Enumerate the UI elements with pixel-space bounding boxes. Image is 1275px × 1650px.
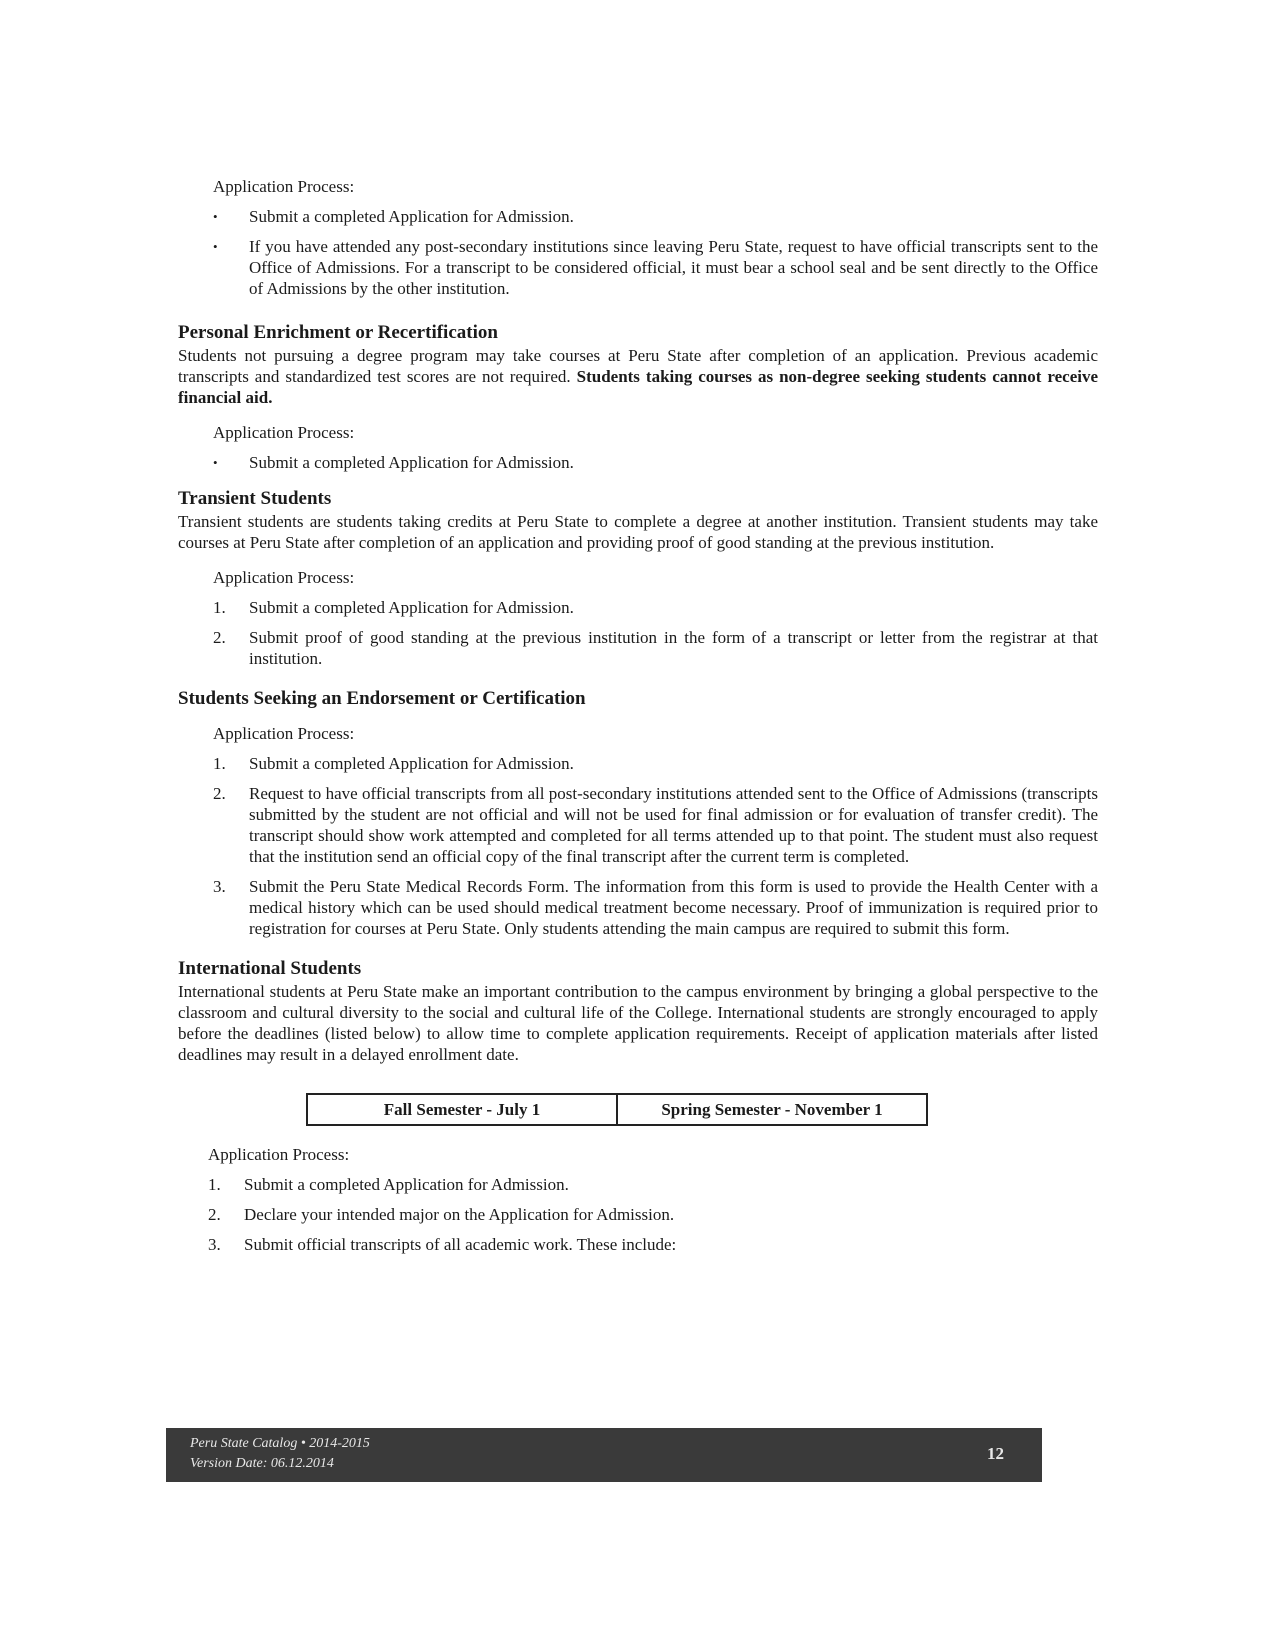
application-steps-list: [213, 753, 1098, 939]
international-students-section: [178, 957, 1098, 1255]
application-process-label: Application Process:: [213, 568, 355, 587]
version-date: Version Date: 06.12.2014: [190, 1456, 334, 1471]
list-item: [213, 876, 1098, 939]
application-steps-list: [213, 452, 1098, 473]
paragraph-text: Students not pursuing a degree program may take courses at Peru State after completion of an application. Previous academic transcripts and standardized test scores are not required.: [178, 346, 1098, 386]
item-number: 1.: [213, 598, 226, 617]
page-content: [178, 176, 1098, 1264]
application-process-label: Application Process:: [213, 724, 355, 743]
item-text: Submit proof of good standing at the previous institution in the form of a transcript or letter from the registrar at that institution.: [249, 628, 1098, 668]
item-number: 2.: [213, 784, 226, 803]
application-process-block: [213, 176, 1098, 299]
endorsement-section: [178, 687, 1098, 939]
personal-enrichment-section: [178, 321, 1098, 473]
application-steps-list: [208, 1174, 1098, 1255]
section-heading: Personal Enrichment or Recertification: [178, 322, 498, 343]
footer-catalog-info: [190, 1434, 370, 1474]
application-process-label: Application Process:: [213, 423, 355, 442]
table-row: [307, 1094, 927, 1125]
transient-students-section: [178, 487, 1098, 669]
item-text: Declare your intended major on the Application for Admission.: [244, 1205, 675, 1224]
list-item: [208, 1234, 1098, 1255]
item-text: Submit official transcripts of all academic work. These include:: [244, 1235, 677, 1254]
application-process-block: [213, 723, 1098, 939]
section-paragraph: Transient students are students taking credits at Peru State to complete a degree at another institution. Transient students may take courses at Peru State after completion of an application and providing proof of good standing at the previous institution.: [178, 512, 1098, 552]
list-item: [208, 1174, 1098, 1195]
application-process-label: Application Process:: [213, 177, 355, 196]
section-paragraph: International students at Peru State make an important contribution to the campus environment by bringing a global perspective to the classroom and cultural diversity to the social and cultural life of the College. International students are strongly encouraged to apply before the deadlines (listed below) to allow time to complete application requirements. Receipt of application materials after listed deadlines may result in a delayed enrollment date.: [178, 982, 1098, 1064]
fall-deadline-cell: Fall Semester - July 1: [307, 1094, 617, 1125]
application-process-block: [213, 567, 1098, 669]
list-item: [213, 783, 1098, 867]
item-text: Request to have official transcripts from all post-secondary institutions attended sent to the Office of Admissions (transcripts submitted by the student are not official and will not be used for final admission or for evaluation of transfer credit). The transcript should show work attempted and completed for all terms attended up to that point. The student must also request that the institution send an official copy of the final transcript after the current term is completed.: [249, 784, 1098, 866]
page-number: 12: [987, 1444, 1004, 1463]
deadline-table: [306, 1093, 928, 1126]
financial-aid-notice: Students taking courses as non-degree seeking students cannot receive financial aid.: [178, 367, 1099, 407]
section-heading: Students Seeking an Endorsement or Certification: [178, 688, 586, 709]
list-item: [213, 627, 1098, 669]
item-text: Submit a completed Application for Admission.: [244, 1175, 569, 1194]
list-item: [208, 1204, 1098, 1225]
application-process-block: [213, 422, 1098, 473]
application-process-block: [208, 1144, 1098, 1255]
list-item: • Submit a completed Application for Admission.: [213, 206, 1098, 227]
list-item: [213, 597, 1098, 618]
list-item: • If you have attended any post-secondary institutions since leaving Peru State, request to have official transcripts sent to the Office of Admissions. For a transcript to be considered official, it must bear a school seal and be sent directly to the Office of Admissions by the other institution.: [213, 236, 1098, 299]
item-text: Submit a completed Application for Admission.: [249, 754, 574, 773]
item-number: 3.: [208, 1235, 221, 1254]
list-item: [213, 753, 1098, 774]
application-process-label: Application Process:: [208, 1145, 350, 1164]
section-heading: Transient Students: [178, 488, 332, 509]
section-paragraph: [178, 345, 1098, 408]
application-steps-list: [213, 206, 1098, 299]
list-item: • Submit a completed Application for Admission.: [213, 452, 1098, 473]
item-number: 3.: [213, 877, 226, 896]
item-number: 1.: [208, 1175, 221, 1194]
section-heading: International Students: [178, 958, 362, 979]
item-text: Submit a completed Application for Admission.: [249, 598, 574, 617]
catalog-title: Peru State Catalog • 2014-2015: [190, 1436, 370, 1451]
item-number: 1.: [213, 754, 226, 773]
item-text: Submit the Peru State Medical Records Form. The information from this form is used to provide the Health Center with a medical history which can be used should medical treatment become necessary. Proof of immunization is required prior to registration for courses at Peru State. Only students attending the main campus are required to submit this form.: [249, 877, 1098, 938]
spring-deadline-cell: Spring Semester - November 1: [617, 1094, 927, 1125]
item-number: 2.: [213, 628, 226, 647]
application-steps-list: [213, 597, 1098, 669]
item-number: 2.: [208, 1205, 221, 1224]
page-footer: [166, 1428, 1042, 1482]
